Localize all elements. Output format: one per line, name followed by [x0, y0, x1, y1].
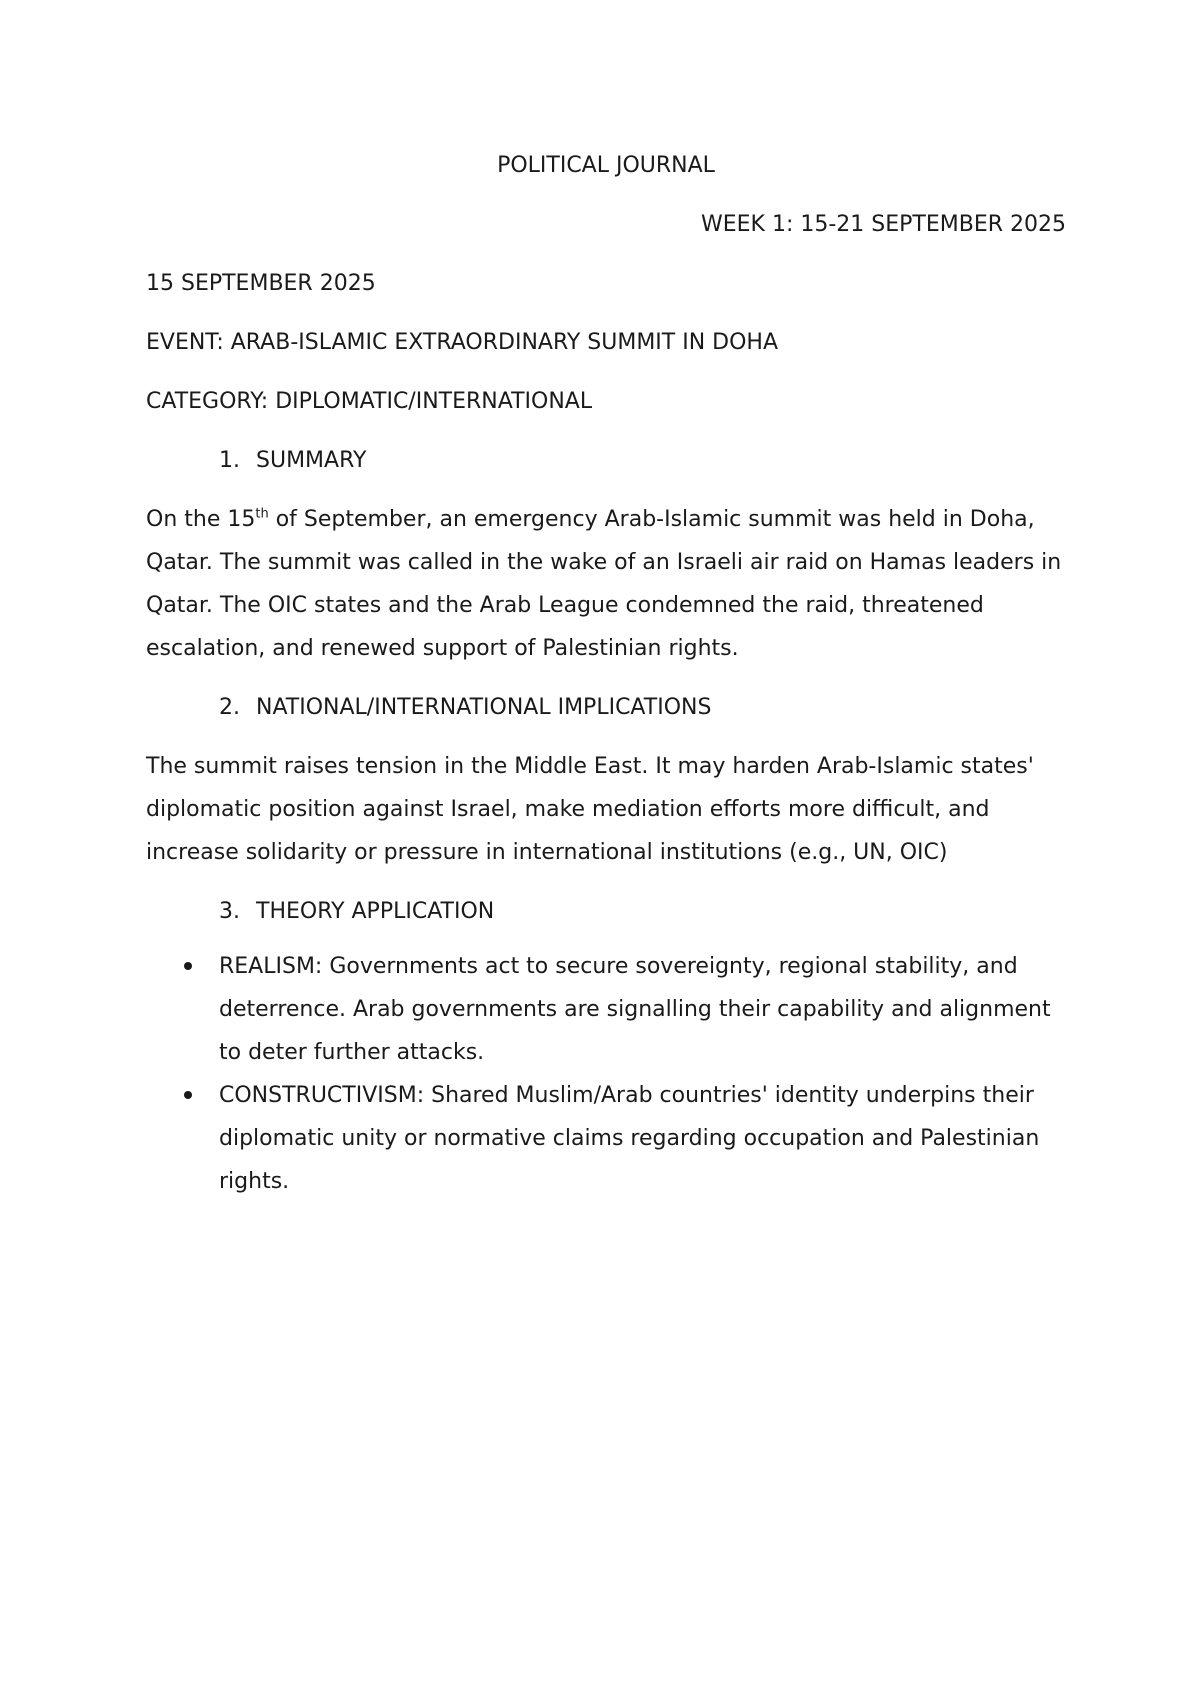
theory-list — [146, 945, 1066, 1203]
journal-title: POLITICAL JOURNAL — [497, 153, 715, 178]
list-item: REALISM: Governments act to secure sovereignty, regional stability, and deterrence. Arab governments are signalling their capability and alignment to deter further attacks. — [146, 945, 1066, 1074]
event-line: EVENT: ARAB-ISLAMIC EXTRAORDINARY SUMMIT IN DOHA — [146, 330, 779, 355]
section-heading: NATIONAL/INTERNATIONAL IMPLICATIONS — [256, 695, 712, 720]
list-item: CONSTRUCTIVISM: Shared Muslim/Arab countries' identity underpins their diplomatic unity or normative claims regarding occupation and Palestinian rights. — [146, 1074, 1066, 1203]
summary-paragraph: On the 15th of September, an emergency Arab-Islamic summit was held in Doha, Qatar. The summit was called in the wake of an Israeli air raid on Hamas leaders in Qatar. The OIC states and the Arab League condemned the raid, threatened escalation, and renewed support of Palestinian rights. — [146, 506, 1062, 661]
section-implications-heading — [146, 686, 1066, 729]
document-body — [146, 144, 1066, 1203]
section-number: 1. — [219, 448, 240, 473]
ordinal-suffix: th — [255, 506, 269, 522]
implications-paragraph: The summit raises tension in the Middle East. It may harden Arab-Islamic states' diplomatic position against Israel, make mediation efforts more difficult, and increase solidarity or pressure in international institutions (e.g., UN, OIC) — [146, 754, 1034, 865]
section-number: 3. — [219, 899, 240, 924]
bullet-icon — [184, 962, 192, 970]
section-heading: THEORY APPLICATION — [256, 899, 495, 924]
section-theory-heading — [146, 890, 1066, 933]
section-heading: SUMMARY — [256, 448, 367, 473]
entry-date: 15 SEPTEMBER 2025 — [146, 271, 376, 296]
week-line: WEEK 1: 15-21 SEPTEMBER 2025 — [700, 212, 1066, 237]
section-summary-heading — [146, 439, 1066, 482]
category-line: CATEGORY: DIPLOMATIC/INTERNATIONAL — [146, 389, 593, 414]
bullet-icon — [184, 1091, 192, 1099]
section-number: 2. — [219, 695, 240, 720]
